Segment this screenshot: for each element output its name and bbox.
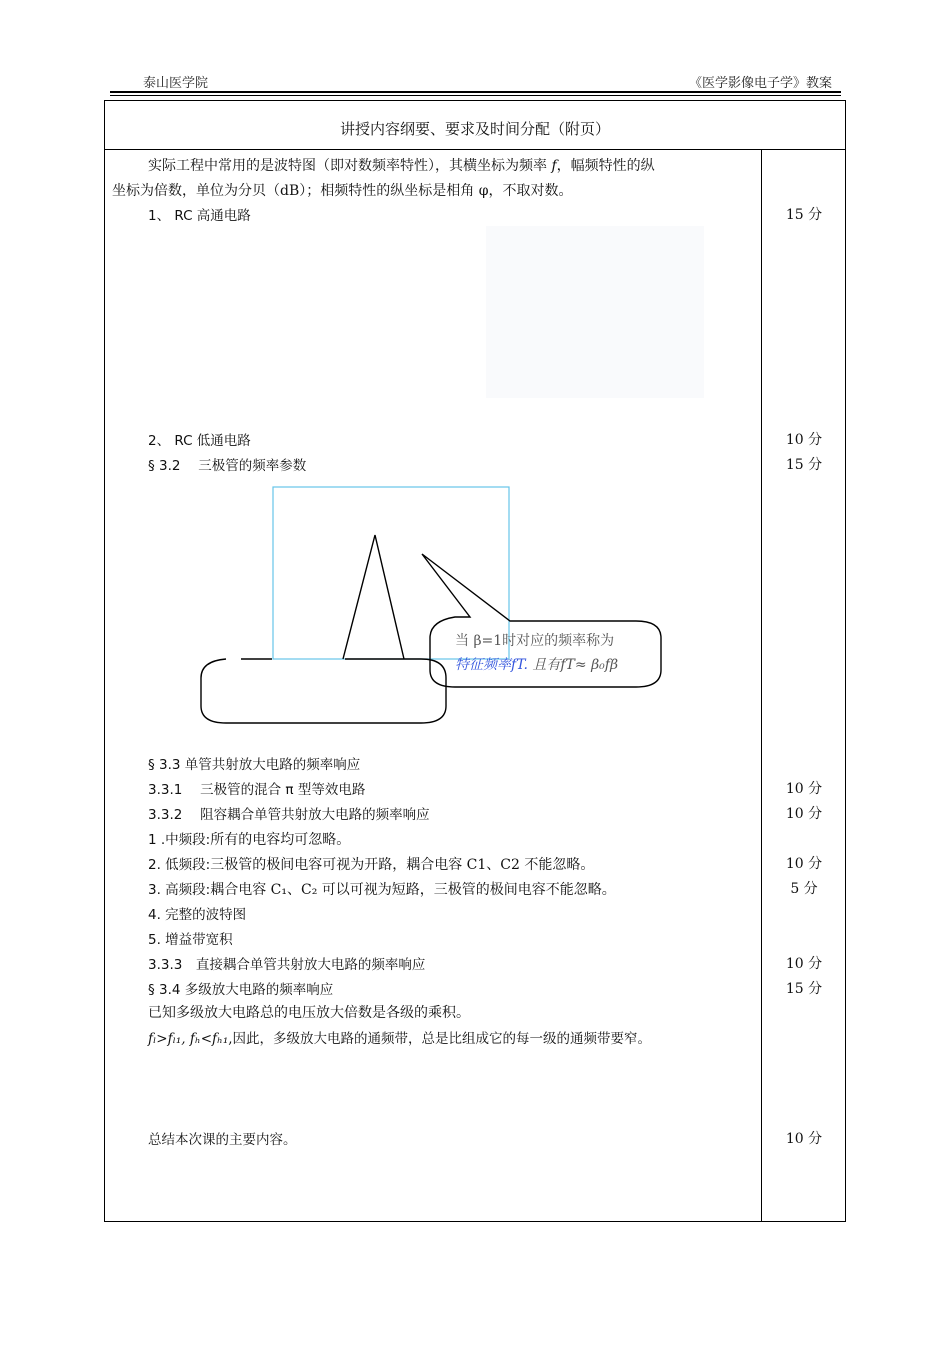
minutes-high-band: 5 分 (790, 881, 818, 897)
summary: 总结本次课的主要内容。 (148, 1132, 297, 1148)
section-rc-lowpass: 2、 RC 低通电路 (148, 433, 251, 449)
item-gain-bandwidth: 5. 增益带宽积 (148, 932, 233, 948)
section-3-3-1: 3.3.1 三极管的混合 π 型等效电路 (148, 782, 366, 798)
callout-line-2 (455, 653, 618, 677)
callout-blue-term: 特征频率fT. (455, 657, 528, 673)
multistage-formula: fₗ>fₗ₁, fₕ<fₕ₁ (148, 1031, 229, 1047)
item-high-band-text: 耦合电容 C₁、C₂ 可以可视为短路，三极管的极间电容不能忽略。 (210, 882, 616, 898)
section-3-3-3: 3.3.3 直接耦合单管共射放大电路的频率响应 (148, 957, 426, 973)
intro-text-b: ，幅频特性的纵 (556, 158, 655, 174)
section-3-2: § 3.2 三极管的频率参数 (148, 458, 307, 474)
multistage-conclusion: ,因此，多级放大电路的通频带，总是比组成它的每一级的通频带要窄。 (228, 1031, 652, 1047)
section-rc-highpass: 1、 RC 高通电路 (148, 208, 251, 224)
item-high-band-label: 3. 高频段: (148, 882, 211, 898)
intro-f: f (551, 158, 557, 174)
item-mid-band-label: 1 .中频段: (148, 832, 211, 848)
faded-plot-placeholder (486, 226, 704, 398)
item-low-band-text: 三极管的极间电容可视为开路，耦合电容 C1、C2 不能忽略。 (210, 857, 595, 873)
minutes-rc-highpass: 15 分 (785, 207, 823, 223)
minutes-low-band: 10 分 (785, 856, 823, 872)
item-bode-plot: 4. 完整的波特图 (148, 907, 247, 923)
minutes-3-3-3: 10 分 (785, 956, 823, 972)
minutes-summary: 10 分 (785, 1131, 823, 1147)
minutes-3-4: 15 分 (785, 981, 823, 997)
header-course: 《医学影像电子学》教案 (688, 76, 832, 91)
peak-curve (343, 535, 404, 659)
minutes-3-2: 15 分 (785, 457, 823, 473)
intro-line-2: 坐标为倍数，单位为分贝（dB）；相频特性的纵坐标是相角 φ，不取对数。 (112, 183, 573, 199)
callout-text (455, 629, 618, 677)
item-low-band-label: 2. 低频段: (148, 857, 211, 873)
item-high-band (148, 878, 616, 899)
section-3-3-2: 3.3.2 阻容耦合单管共射放大电路的频率响应 (148, 807, 430, 823)
callout-formula: 且有fT≈ β₀fβ (527, 657, 619, 673)
callout-line-1: 当 β=1时对应的频率称为 (455, 633, 615, 649)
item-mid-band-text: 所有的电容均可忽略。 (210, 832, 351, 848)
item-low-band (148, 853, 594, 874)
empty-callout-bubble (201, 659, 446, 723)
minutes-3-3-2: 10 分 (785, 806, 823, 822)
section-3-3: § 3.3 单管共射放大电路的频率响应 (148, 757, 361, 773)
minutes-rc-lowpass: 10 分 (785, 432, 823, 448)
intro-text-a: 实际工程中常用的是波特图（即对数频率特性），其横坐标为频率 (148, 158, 552, 174)
minutes-3-3-1: 10 分 (785, 781, 823, 797)
section-3-4: § 3.4 多级放大电路的频率响应 (148, 982, 334, 998)
table-title: 讲授内容纲要、要求及时间分配（附页） (104, 100, 846, 150)
header-school: 泰山医学院 (143, 76, 209, 91)
multistage-text-1: 已知多级放大电路总的电压放大倍数是各级的乘积。 (148, 1005, 470, 1021)
item-mid-band (148, 828, 350, 849)
multistage-text-2 (148, 1027, 651, 1047)
